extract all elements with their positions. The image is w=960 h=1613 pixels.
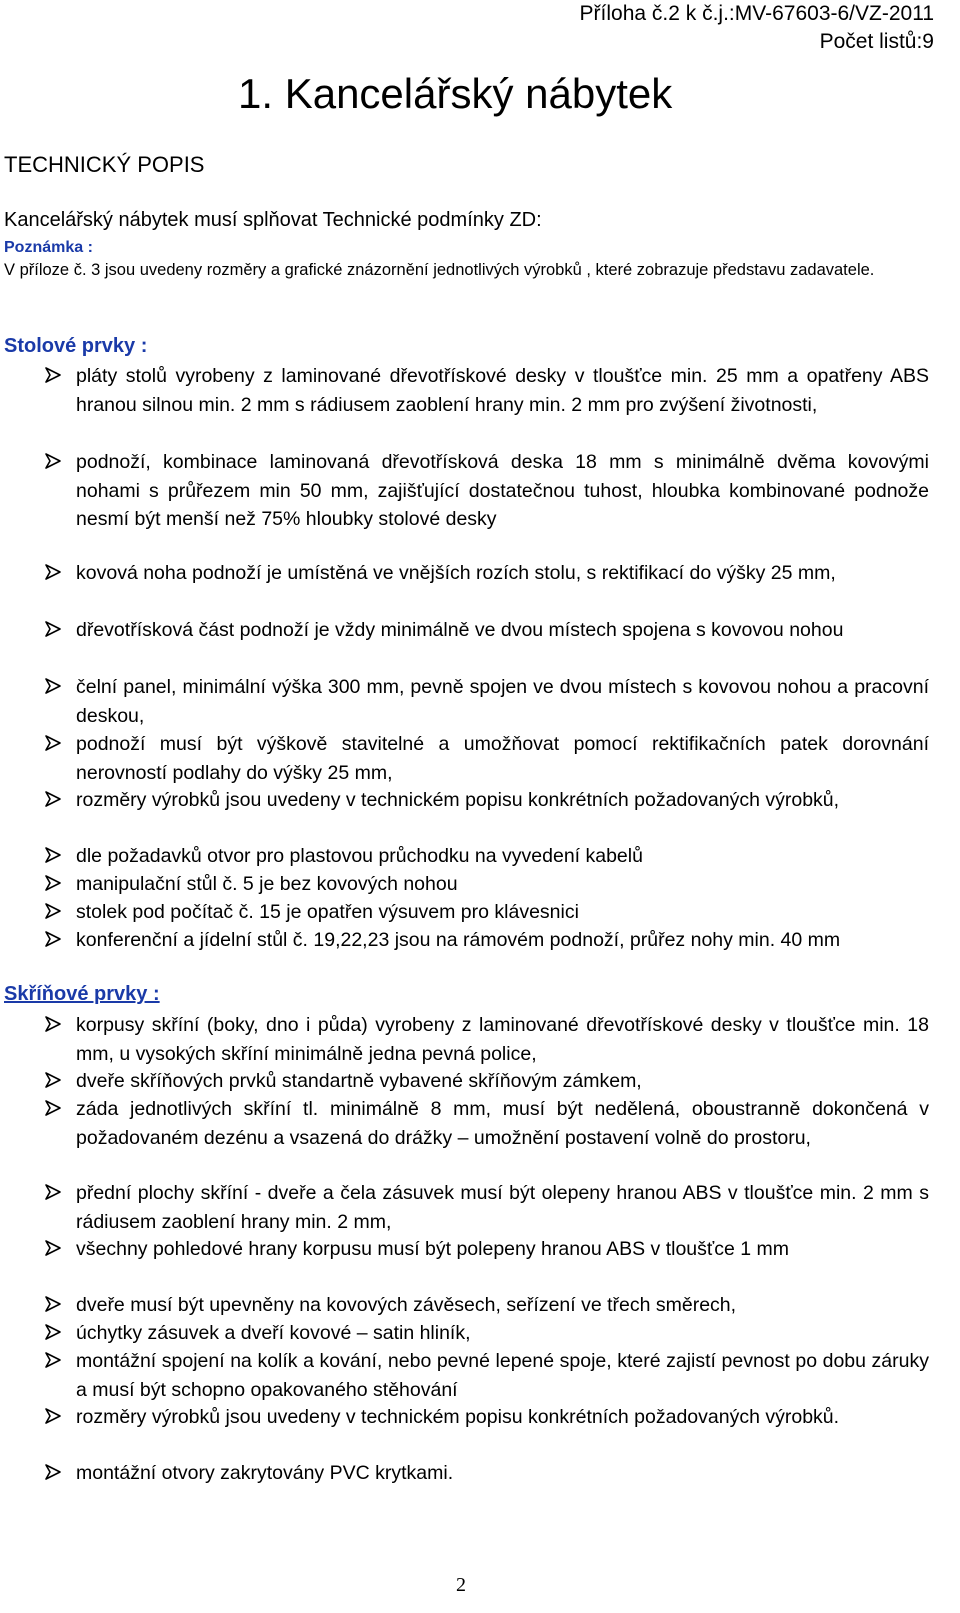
header-page-count: Počet listů:9 [819,30,934,53]
list-item-text: kovová noha podnoží je umístěná ve vnějších rozích stolu, s rektifikací do výšky 25 mm, [76,562,836,584]
arrow-bullet-icon [44,620,62,638]
list-item-text: montážní otvory zakrytovány PVC krytkami. [76,1462,454,1484]
arrow-bullet-icon [44,366,62,384]
list-item-text: manipulační stůl č. 5 je bez kovových nohou [76,873,458,895]
note-label: Poznámka : [4,239,93,256]
list-item-text: dveře musí být upevněny na kovových závěsech, seřízení ve třech směrech, [76,1294,737,1316]
note-text: V příloze č. 3 jsou uvedeny rozměry a grafické znázornění jednotlivých výrobků , které zobrazuje představu zadavatele. [4,261,875,279]
arrow-bullet-icon [44,930,62,948]
arrow-bullet-icon [44,452,62,470]
arrow-bullet-icon [44,1351,62,1369]
list-item-text: čelní panel, minimální výška 300 mm, pevně spojen ve dvou místech s kovovou nohou a pracovní deskou, [76,676,929,727]
arrow-bullet-icon [44,1407,62,1425]
arrow-bullet-icon [44,677,62,695]
list-item-text: pláty stolů vyrobeny z laminované dřevotřískové desky v tloušťce min. 25 mm a opatřeny ABS hranou silnou min. 2 mm s rádiusem zaoblení hrany min. 2 mm pro zvýšení životnosti, [76,365,929,416]
list-item-text: úchytky zásuvek a dveří kovové – satin hliník, [76,1322,471,1344]
list-item-text: rozměry výrobků jsou uvedeny v technickém popisu konkrétních požadovaných výrobků. [76,1406,840,1428]
list-item-text: stolek pod počítač č. 15 je opatřen výsuvem pro klávesnici [76,901,579,923]
list-item-text: záda jednotlivých skříní tl. minimálně 8 mm, musí být nedělená, oboustranně dokončená v požadovaném dezénu a vsazená do drážky – umožnění postavení volně do prostoru, [76,1098,929,1149]
list-item-text: přední plochy skříní - dveře a čela zásuvek musí být olepeny hranou ABS v tloušťce min. 2 mm s rádiusem zaoblení hrany min. 2 mm, [76,1182,929,1233]
arrow-bullet-icon [44,1295,62,1313]
arrow-bullet-icon [44,1015,62,1033]
list-item-text: všechny pohledové hrany korpusu musí být polepeny hranou ABS v tloušťce 1 mm [76,1238,789,1260]
arrow-bullet-icon [44,1323,62,1341]
arrow-bullet-icon [44,1099,62,1117]
list-item-text: podnoží musí být výškově stavitelné a umožňovat pomocí rektifikačních patek dorovnání nerovností podlahy do výšky 25 mm, [76,733,929,784]
arrow-bullet-icon [44,902,62,920]
arrow-bullet-icon [44,1183,62,1201]
cabinet-elements-heading: Skříňové prvky : [4,983,160,1005]
arrow-bullet-icon [44,874,62,892]
list-item-text: podnoží, kombinace laminovaná dřevotřísková deska 18 mm s minimálně dvěma kovovými nohami s průřezem min 50 mm, zajišťující dostatečnou tuhost, hloubka kombinované podnože nesmí být menší než 75% hloubky stolové desky [76,451,929,530]
list-item-text: korpusy skříní (boky, dno i půda) vyrobeny z laminované dřevotřískové desky v tloušťce min. 18 mm, u vysokých skříní minimálně jedna pevná police, [76,1014,929,1065]
arrow-bullet-icon [44,1071,62,1089]
page-number: 2 [456,1574,466,1596]
list-item-text: dveře skříňových prvků standartně vybavené skříňovým zámkem, [76,1070,642,1092]
arrow-bullet-icon [44,734,62,752]
arrow-bullet-icon [44,563,62,581]
arrow-bullet-icon [44,790,62,808]
table-elements-heading: Stolové prvky : [4,335,148,357]
list-item-text: rozměry výrobků jsou uvedeny v technickém popisu konkrétních požadovaných výrobků, [76,789,840,811]
arrow-bullet-icon [44,1463,62,1481]
list-item-text: dle požadavků otvor pro plastovou průchodku na vyvedení kabelů [76,845,643,867]
header-appendix-ref: Příloha č.2 k č.j.:MV-67603-6/VZ-2011 [579,2,934,25]
page-title: 1. Kancelářský nábytek [238,70,673,117]
intro-text: Kancelářský nábytek musí splňovat Technické podmínky ZD: [4,209,542,231]
arrow-bullet-icon [44,846,62,864]
list-item-text: montážní spojení na kolík a kování, nebo pevné lepené spoje, které zajistí pevnost po dobu záruky a musí být schopno opakovaného stěhování [76,1350,929,1401]
list-item-text: dřevotřísková část podnoží je vždy minimálně ve dvou místech spojena s kovovou nohou [76,619,844,641]
technical-description-heading: TECHNICKÝ POPIS [4,152,205,177]
arrow-bullet-icon [44,1239,62,1257]
list-item-text: konferenční a jídelní stůl č. 19,22,23 jsou na rámovém podnoží, průřez nohy min. 40 mm [76,929,841,951]
